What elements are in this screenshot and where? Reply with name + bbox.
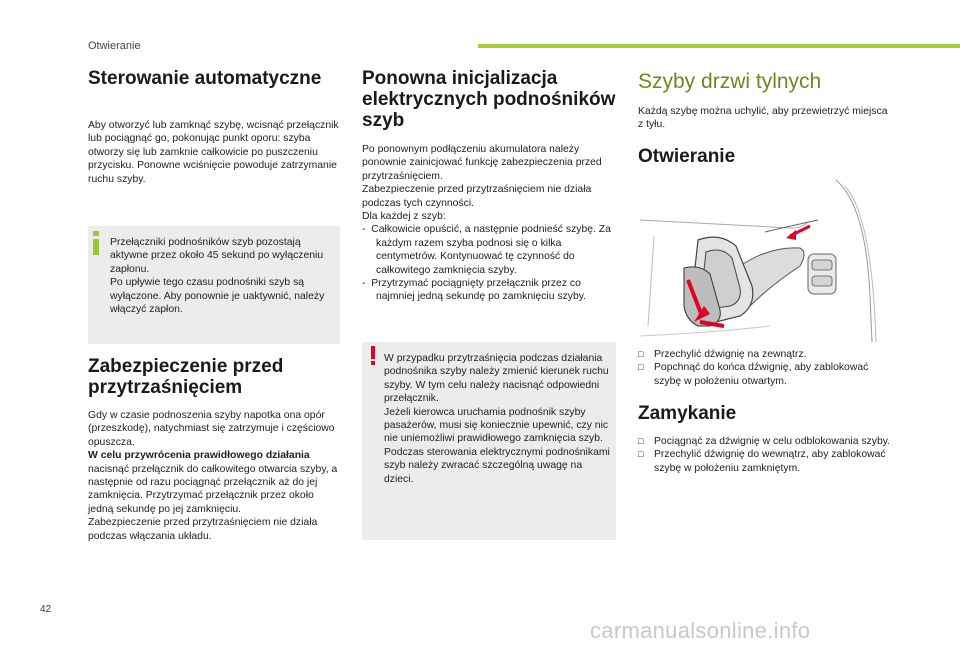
info-line: Po upływie tego czasu podnośniki szyb są wyłączone. Aby ponownie je uaktywnić, należy włączyć zapłon. <box>110 277 325 316</box>
anti-pinch-rest: nacisnąć przełącznik do całkowitego otwarcia szyby, a następnie od razu pociągnąć przełącznik aż do jej zamknięcia. Przytrzymać przełącznik przez około jedną sekundę po jej zamknięciu. <box>88 463 338 515</box>
closing-steps <box>638 435 893 475</box>
paragraph-reinitialization <box>362 143 616 304</box>
warning-line: Podczas sterowania elektrycznymi podnośnikami szyb należy zwracać szczególną uwagę na dzieci. <box>384 446 610 485</box>
list-item <box>638 348 893 361</box>
door-illustration-svg <box>640 176 880 342</box>
paragraph-automatic-control: Aby otworzyć lub zamknąć szybę, wcisnąć przełącznik lub pociągnąć go, pokonując punkt oporu: szyba otworzy się lub zamknie całkowicie po puszczeniu przycisku. Ponowne wciśnięcie powoduje zatrzymanie ruchu szyby. <box>88 120 339 185</box>
info-line: Przełączniki podnośników szyb pozostają aktywne przez około 45 sekund po wyłączeniu zapłonu. <box>110 237 324 275</box>
reinit-step: - Przytrzymać pociągnięty przełącznik przez co najmniej jedną sekundę po zamknięciu szyby. <box>362 278 587 303</box>
list-item <box>638 361 893 388</box>
info-box <box>88 226 340 344</box>
anti-pinch-procedure <box>88 449 340 516</box>
title-rear-door-windows: Szyby drzwi tylnych <box>638 70 822 93</box>
watermark: carmanualsonline.info <box>590 618 811 643</box>
reinit-line: Po ponownym podłączeniu akumulatora należy ponownie zainicjować funkcję zabezpieczenia przed przytrzaśnięciem. <box>362 144 602 182</box>
opening-steps <box>638 348 893 388</box>
paragraph-anti-pinch <box>88 409 340 543</box>
anti-pinch-intro: Gdy w czasie podnoszenia szyby napotka ona opór (przeszkodę), natychmiast się zatrzymuje i częściowo opuszcza. <box>88 410 335 448</box>
title-automatic-control: Sterowanie automatyczne <box>88 68 322 89</box>
info-icon <box>93 231 99 255</box>
title-reinitialization: Ponowna inicjalizacja elektrycznych podnośników szyb <box>362 68 616 131</box>
opening-step-text: Popchnąć do końca dźwignię, aby zablokować szybę w położeniu otwartym. <box>654 362 869 387</box>
checkbox-bullet-icon: □ <box>638 362 644 373</box>
warning-line: Jeżeli kierowca uruchamia podnośnik szyby pasażerów, musi się koniecznie upewnić, czy nic nie uniemożliwi prawidłowego zamknięcia szyb. <box>384 406 609 445</box>
header-accent-rule <box>478 44 960 48</box>
checkbox-bullet-icon: □ <box>638 436 644 446</box>
reinit-line: Zabezpieczenie przed przytrzaśnięciem nie działa podczas tych czynności. <box>362 184 592 209</box>
warning-box <box>362 342 616 540</box>
warning-icon <box>371 346 375 365</box>
anti-pinch-bold: W celu przywrócenia prawidłowego działania <box>88 450 310 462</box>
section-label: Otwieranie <box>88 40 141 52</box>
paragraph-rear-windows: Każdą szybę można uchylić, aby przewietrzyć miejsca z tyłu. <box>638 106 888 131</box>
title-anti-pinch: Zabezpieczenie przed przytrzaśnięciem <box>88 356 284 398</box>
reinit-line: Dla każdej z szyb: <box>362 211 446 223</box>
anti-pinch-end: Zabezpieczenie przed przytrzaśnięciem nie działa podczas włączania układu. <box>88 517 318 542</box>
title-closing: Zamykanie <box>638 403 737 424</box>
list-item <box>638 448 893 475</box>
checkbox-bullet-icon: □ <box>638 449 644 460</box>
warning-line: W przypadku przytrzaśnięcia podczas działania podnośnika szyby należy zmienić kierunek ruchu szyby. W tym celu należy nacisnąć odpowiedni przełącznik. <box>384 353 609 405</box>
closing-step-text: Przechylić dźwignię do wewnątrz, aby zablokować szybę w położeniu zamkniętym. <box>654 449 886 474</box>
list-item <box>638 435 893 448</box>
rear-window-lever-illustration <box>640 176 880 342</box>
checkbox-bullet-icon: □ <box>638 349 644 359</box>
reinit-step: - Całkowicie opuścić, a następnie podnieść szybę. Za każdym razem szyba podnosi się o kilka centymetrów. Kontynuować tę czynność do całkowitego zamknięcia szyby. <box>362 224 611 276</box>
closing-step-text: Pociągnąć za dźwignię w celu odblokowania szyby. <box>654 436 891 447</box>
opening-step-text: Przechylić dźwignię na zewnątrz. <box>654 349 807 360</box>
page-number: 42 <box>40 604 52 615</box>
title-opening: Otwieranie <box>638 146 736 167</box>
